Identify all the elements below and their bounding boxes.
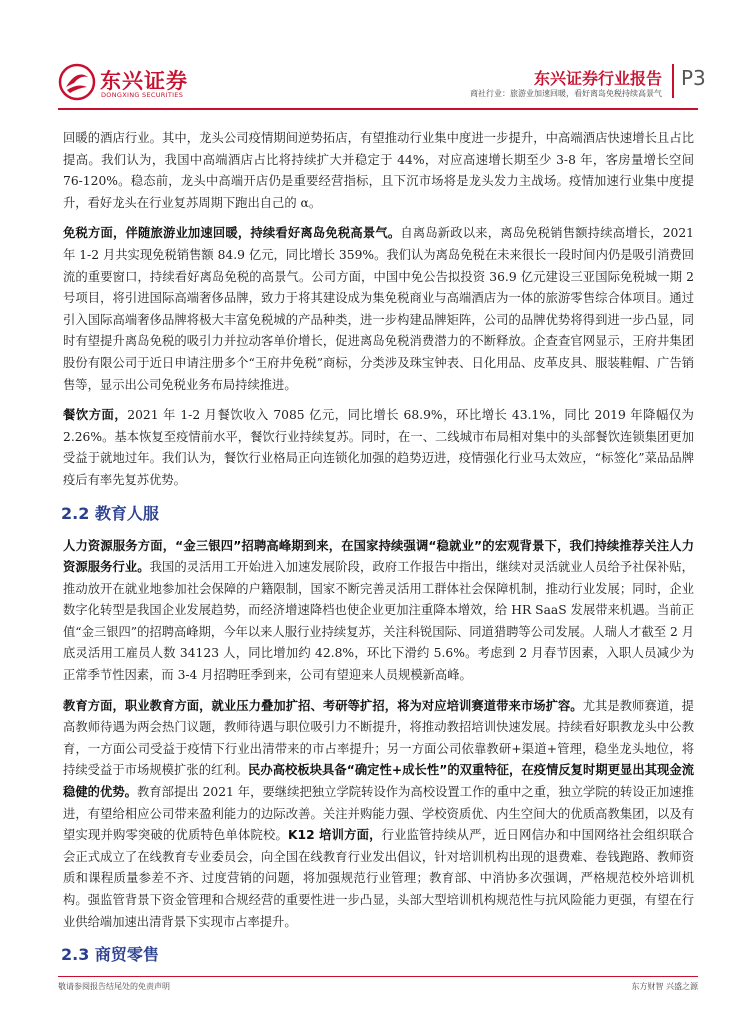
paragraph-text: 自离岛新政以来，离岛免税销售额持续高增长，2021 年 1-2 月共实现免税销售额 84.9 亿元，同比增长 359%。我们认为离岛免税在未来很长一段时间内仍是吸引消费回流的重要窗口，持续看好离岛免税的高景气。公司方面，中国中免公告拟投资 36.9 亿元建设三亚国际免税城一期 2 号项目，将引进国际高端奢侈品牌，致力于将其建设成为集免税商业与高端酒店为一体的旅游零售综合体项目。通过引入国际高端奢侈品牌将极大丰富免税城的产品种类，进一步构建品牌矩阵，公司的品牌优势将得到进一步凸显，同时有望提升离岛免税的吸引力并拉动客单价增长，促进离岛免税消费潜力的不断释放。企查查官网显示，王府井集团股份有限公司于近日申请注册多个“王府井免税”商标，分类涉及珠宝钟表、日化用品、皮革皮具、服装鞋帽、广告销售等，显示出公司免税业务布局持续推进。 (63, 226, 694, 392)
paragraph-catering (63, 405, 694, 491)
paragraph-education (63, 696, 694, 934)
section-heading-retail: 2.3 商贸零售 (61, 945, 159, 965)
page-number: P3 (681, 66, 706, 90)
paragraph-lead-private-colleges: 民办高校板块具备“确定性+成长性”的双重特征，在疫情反复时期更显出其现金流稳健的优势。 (63, 763, 694, 800)
section-heading-education-hr: 2.2 教育人服 (61, 503, 159, 523)
paragraph-lead: 教育方面，职业教育方面，就业压力叠加扩招、考研等扩招，将为对应培训赛道带来市场扩容。 (63, 698, 583, 713)
footer-disclaimer: 敬请参阅报告结尾处的免责声明 (58, 982, 170, 991)
paragraph-lead: 免税方面，伴随旅游业加速回暖，持续看好离岛免税高景气。 (63, 226, 401, 241)
paragraph-lead: 餐饮方面， (63, 408, 128, 423)
paragraph-text: 我国的灵活用工开始进入加速发展阶段，政府工作报告中指出，继续对灵活就业人员给予社保补贴，推动放开在就业地参加社会保障的户籍限制，国家不断完善灵活用工群体社会保障机制，推动行业发展；同时，企业数字化转型是我国企业发展趋势，而经济增速降档也使企业更加注重降本增效，给 HR SaaS 发展带来机遇。当前正值“金三银四”的招聘高峰期，今年以来人服行业持续复苏，关注科锐国际、同道猎聘等公司发展。人瑞人才截至 2 月底灵活用工雇员人数 34123 人，同比增加约 42.8%，环比下滑约 5.6%。考虑到 2 月春节因素，入职人员减少为正常季节性因素，而 3-4 月招聘旺季到来，公司有望迎来人员规模新高峰。 (63, 560, 694, 683)
report-subtitle: 商社行业：旅游业加速回暖，看好离岛免税持续高景气 (470, 89, 662, 98)
paragraph-lead: 人力资源服务方面，“金三银四”招聘高峰期到来，在国家持续强调“稳就业”的宏观背景下，我们持续推荐关注人力资源服务行业。 (63, 538, 694, 575)
footer-slogan: 东方财智 兴盛之源 (631, 982, 698, 991)
company-logo (58, 63, 198, 103)
page-header (0, 0, 755, 110)
paragraph-hr-services (63, 536, 694, 687)
paragraph-text: 教育部提出 2021 年，要继续把独立学院转设作为高校设置工作的重中之重，独立学院的转设正加速推进，有望给相应公司带来盈利能力的边际改善。关注并购能力强、学校资质优、内生空间大的优质高教集团，以及有望实现并购零突破的优质特色单体院校。 (63, 785, 694, 843)
header-divider (672, 64, 674, 98)
paragraph-text: 回暖的酒店行业。其中，龙头公司疫情期间逆势拓店，有望推动行业集中度进一步提升，中高端酒店快速增长且占比提高。我们认为，我国中高端酒店占比将持续扩大并稳定于 44%，对应高速增长期至少 3-8 年，客房量增长空间 76-120%。稳态前，龙头中高端开店仍是重要经营指标，且下沉市场将是龙头发力主战场。疫情加速行业集中度提升，看好龙头在行业复苏周期下跑出自己的 α。 (63, 131, 694, 210)
report-title: 东兴证券行业报告 (533, 69, 662, 88)
logo-english-name: DONGXING SECURITIES (101, 91, 184, 99)
paragraph-text: 2021 年 1-2 月餐饮收入 7085 亿元，同比增长 68.9%，环比增长 43.1%，同比 2019 年降幅仅为 2.26%。基本恢复至疫情前水平，餐饮行业持续复苏。同时，在一、二线城市布局相对集中的头部餐饮连锁集团更加受益于就地过年。我们认为，餐饮行业格局正向连锁化加强的趋势迈进，疫情强化行业马太效应，“标签化”菜品品牌疫后有率先复苏优势。 (63, 408, 694, 487)
paragraph-text: 尤其是教师赛道，提高教师待遇为两会热门议题，教师待遇与职位吸引力不断提升，将推动教招培训快速发展。持续看好职教龙头中公教育，一方面公司受益于疫情下行业出清带来的市占率提升；另一方面公司依靠教研+渠道+管理，稳坐龙头地位，将持续受益于市场规模扩张的红利。 (63, 698, 694, 778)
header-rule (58, 108, 698, 110)
paragraph-duty-free (63, 223, 694, 396)
logo-chinese-name: 东兴证券 (100, 69, 188, 93)
paragraph-text: 行业监管持续从严，近日网信办和中国网络社会组织联合会正式成立了在线教育专业委员会，向全国在线教育行业发出倡议，针对培训机构出现的退费难、卷钱跑路、教师资质和课程质量参差不齐、过度营销的问题，将加强规范行业管理；教育部、中消协多次强调，严格规范校外培训机构。强监管背景下资金管理和合规经营的重要性进一步凸显，头部大型培训机构规范性与抗风险能力更强，有望在行业供给端加速出清背景下实现市占率提升。 (63, 828, 694, 929)
paragraph-hotel (63, 128, 694, 214)
paragraph-lead-k12: K12 培训方面， (288, 828, 382, 843)
logo-mark-icon (58, 63, 96, 101)
footer-rule (58, 976, 698, 977)
main-content (63, 128, 694, 977)
